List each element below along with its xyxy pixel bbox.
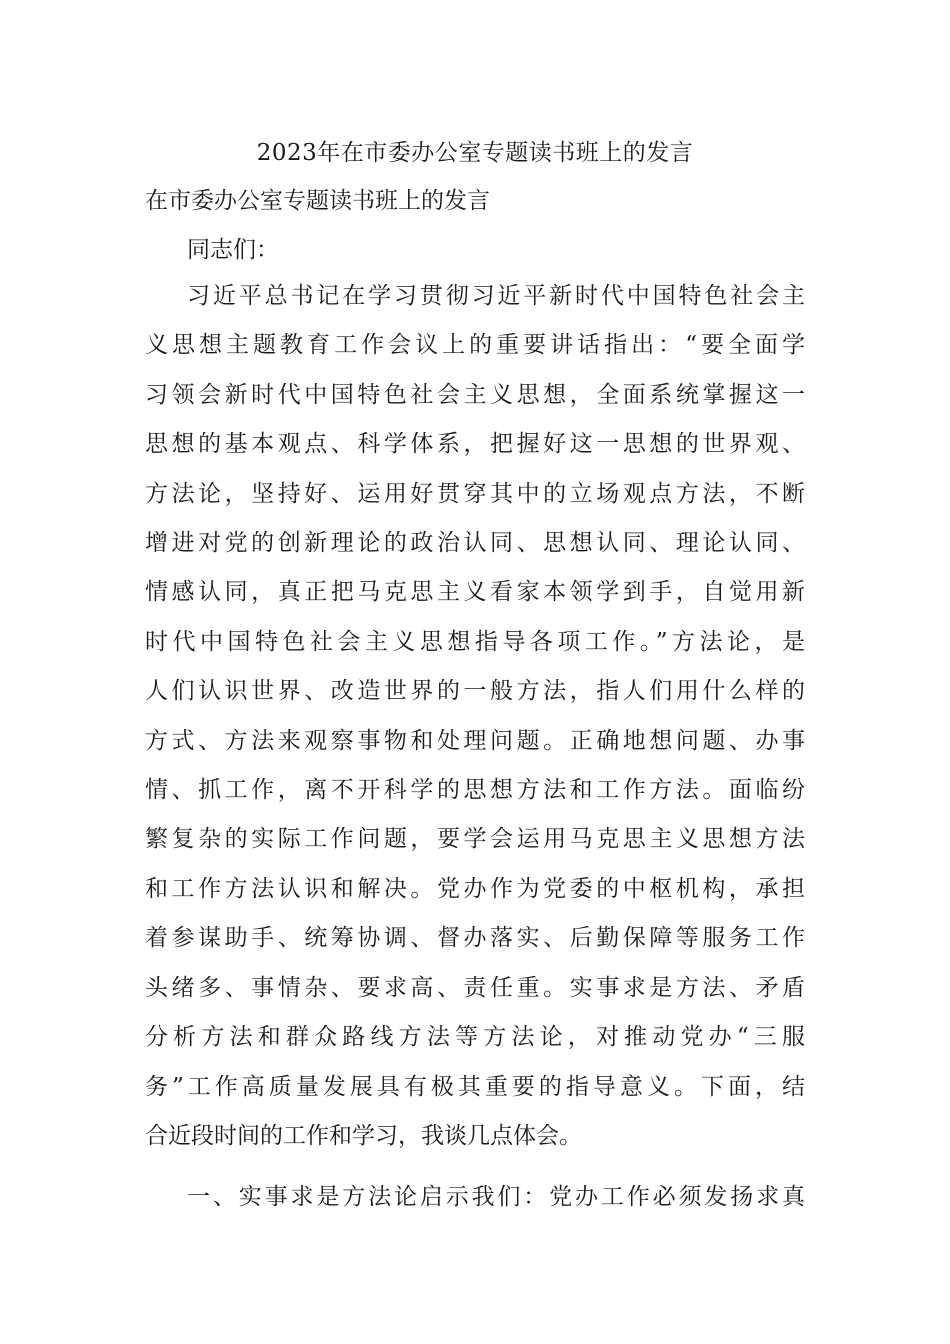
paragraph-line: 思想的基本观点、科学体系，把握好这一思想的世界观、: [145, 431, 805, 458]
document-title: 2023年在市委办公室专题读书班上的发言: [256, 140, 694, 166]
paragraph-line: 习领会新时代中国特色社会主义思想，全面系统掌握这一: [145, 381, 805, 408]
paragraph-line: 义思想主题教育工作会议上的重要讲话指出：“要全面学: [145, 332, 805, 359]
salutation: 同志们：: [187, 237, 279, 263]
paragraph-line: 和工作方法认识和解决。党办作为党委的中枢机构，承担: [145, 875, 805, 902]
section-heading-1: [145, 1173, 805, 1222]
paragraph-line: 头绪多、事情杂、要求高、责任重。实事求是方法、矛盾: [145, 974, 805, 1001]
paragraph-line: 务”工作高质量发展具有极其重要的指导意义。下面，结: [145, 1073, 805, 1100]
paragraph-line: 时代中国特色社会主义思想指导各项工作。”方法论，是: [145, 628, 805, 655]
paragraph-line: 合近段时间的工作和学习，我谈几点体会。: [145, 1122, 582, 1149]
paragraph-line: 情、抓工作，离不开科学的思想方法和工作方法。面临纷: [145, 777, 805, 804]
paragraph-line: 方式、方法来观察事物和处理问题。正确地想问题、办事: [145, 727, 805, 754]
paragraph-line: 习近平总书记在学习贯彻习近平新时代中国特色社会主: [187, 283, 805, 309]
heading-line: 一、实事求是方法论启示我们：党办工作必须发扬求真: [187, 1184, 805, 1210]
document-subtitle: 在市委办公室专题读书班上的发言: [145, 188, 490, 214]
paragraph-line: 人们认识世界、改造世界的一般方法，指人们用什么样的: [145, 678, 805, 705]
paragraph-line: 繁复杂的实际工作问题，要学会运用马克思主义思想方法: [145, 826, 805, 853]
paragraph-line: 情感认同，真正把马克思主义看家本领学到手，自觉用新: [145, 579, 805, 606]
paragraph-line: 着参谋助手、统筹协调、督办落实、后勤保障等服务工作: [145, 925, 805, 952]
paragraph-1: [145, 272, 805, 1161]
paragraph-line: 增进对党的创新理论的政治认同、思想认同、理论认同、: [145, 530, 805, 557]
paragraph-line: 分析方法和群众路线方法等方法论，对推动党办“三服: [145, 1024, 805, 1051]
paragraph-line: 方法论，坚持好、运用好贯穿其中的立场观点方法，不断: [145, 480, 805, 507]
